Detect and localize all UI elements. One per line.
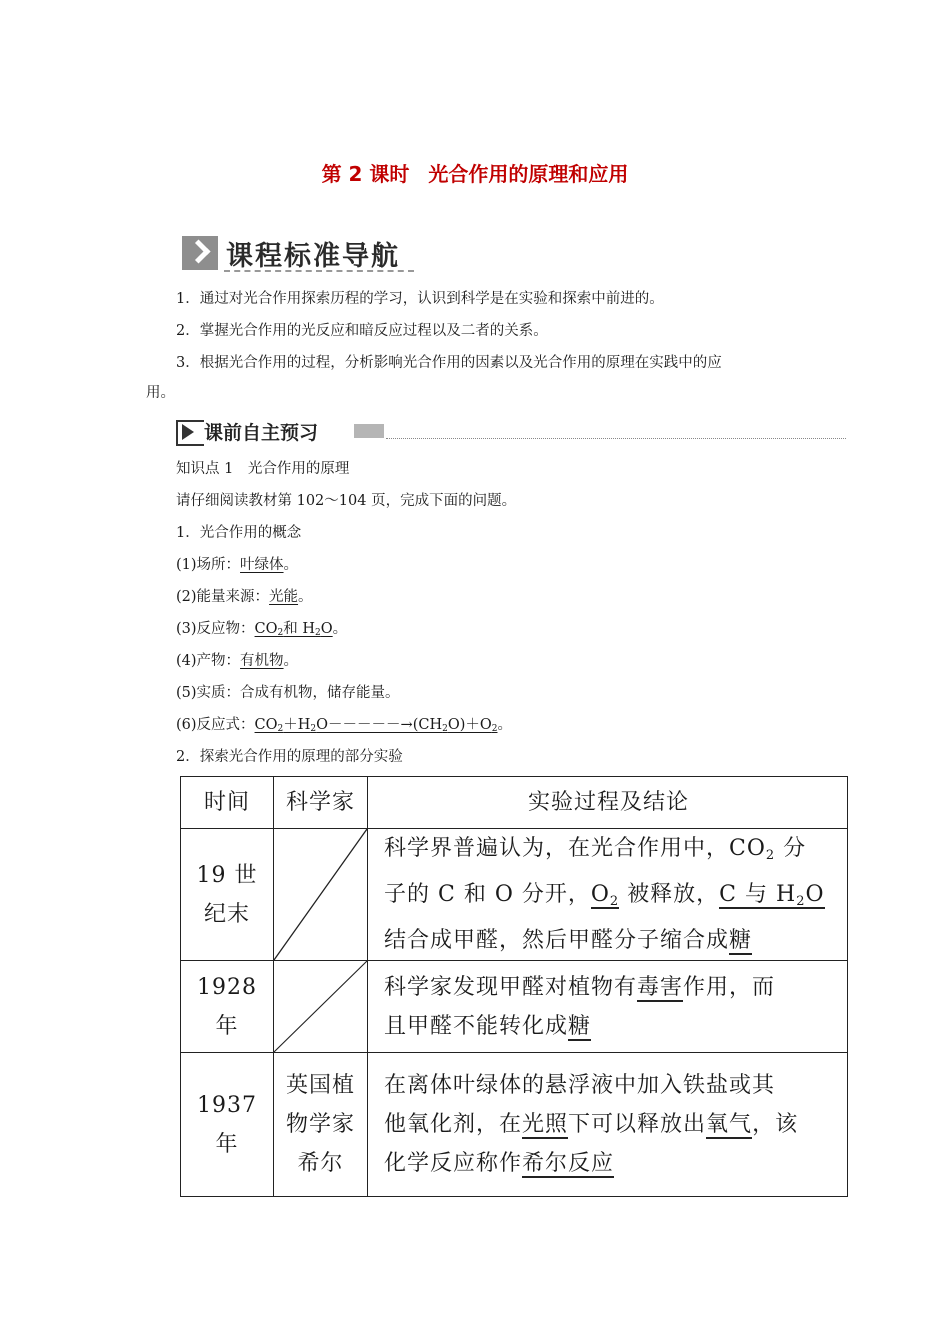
t	[384, 921, 833, 960]
instruction: 请仔细阅读教材第 102～104 页，完成下面的问题。	[176, 493, 517, 509]
punct: 。	[332, 621, 348, 637]
blank-answer: 光照	[522, 1112, 569, 1137]
lesson-name: 光合作用的原理和应用	[428, 162, 629, 186]
punct: 。	[298, 589, 313, 605]
t: 在离体叶绿体的悬浮液中加入铁盐或其	[384, 1073, 776, 1098]
label: (1)场所：	[176, 557, 241, 573]
experiments-table	[180, 776, 848, 1197]
t: 2	[796, 894, 806, 909]
t: 英国植	[285, 1073, 355, 1098]
cell-time	[181, 829, 274, 961]
equation	[255, 717, 498, 733]
t: CO	[254, 717, 278, 733]
page-title	[0, 158, 950, 187]
label: (6)反应式：	[176, 717, 255, 733]
standard-item-1: 1．通过对光合作用探索历程的学习，认识到科学是在实验和探索中前进的。	[176, 291, 664, 307]
banner-divider	[386, 438, 846, 439]
blank-answer: 糖	[568, 1013, 592, 1039]
blank-answer: 希尔反应	[522, 1151, 615, 1176]
t: 科学界普遍认为，在光合作用中，CO	[384, 836, 766, 861]
blank-answer: 糖	[729, 928, 753, 953]
experiments-heading: 2．探索光合作用的原理的部分实验	[176, 749, 403, 765]
cell-process	[368, 961, 848, 1053]
t: 纪末	[203, 901, 250, 927]
banner-decoration	[354, 424, 384, 438]
t: O	[590, 882, 610, 907]
concept-equation	[176, 715, 512, 739]
blank-answer: 氧气	[706, 1112, 753, 1137]
t: 希尔	[297, 1151, 344, 1176]
t: 且甲醛不能转化成	[384, 1013, 569, 1039]
t: 2	[765, 848, 776, 863]
banner-divider	[224, 270, 414, 272]
t: O)＋O	[447, 717, 492, 733]
table-row	[181, 829, 848, 961]
t: 2	[310, 724, 317, 734]
cell-process	[368, 829, 848, 961]
preview-banner	[176, 418, 848, 446]
t	[384, 875, 833, 921]
t: 科学家发现甲醛对植物有	[384, 974, 638, 1000]
t: O	[805, 882, 825, 907]
standard-item-2: 2．掌握光合作用的光反应和暗反应过程以及二者的关系。	[176, 323, 548, 339]
lesson-number: 第 2 课时	[321, 162, 410, 186]
t: 下可以释放出	[568, 1112, 707, 1137]
t: 物学家	[285, 1112, 355, 1137]
blank-answer	[719, 882, 824, 909]
t: ＋H	[283, 717, 311, 733]
t	[384, 1144, 833, 1183]
t: 结合成甲醛，然后甲醛分子缩合成	[384, 928, 730, 953]
t: 19 世	[196, 862, 258, 888]
t: 分	[775, 836, 807, 861]
concept-essence: (5)实质：合成有机物，储存能量。	[176, 685, 400, 701]
diagonal-line	[274, 829, 367, 960]
t: 子的 C 和 O 分开，	[384, 882, 591, 907]
t: CO	[254, 621, 278, 637]
cell-empty	[274, 829, 368, 961]
t: 2	[442, 724, 448, 734]
label: (2)能量来源：	[176, 589, 270, 605]
table-row	[181, 961, 848, 1053]
standard-item-3-cont: 用。	[146, 385, 175, 401]
t	[384, 1007, 833, 1046]
t: 化学反应称作	[384, 1151, 523, 1176]
arrow-icon	[182, 236, 218, 270]
blank-answer: 叶绿体	[240, 557, 284, 573]
t: 被释放，	[619, 882, 720, 907]
cell-time: 1937 年	[181, 1053, 274, 1197]
cell-scientist	[274, 1053, 368, 1197]
banner-title: 课程标准导航	[226, 241, 400, 272]
concept-site	[176, 555, 298, 575]
blank-answer	[255, 621, 333, 637]
blank-answer: 有机物	[240, 653, 284, 669]
course-standards-banner	[180, 232, 422, 274]
label: (3)反应物：	[176, 621, 255, 637]
blank-answer: 毒害	[637, 974, 684, 1000]
t: O－－－－－→(CH	[316, 717, 443, 733]
concept-heading: 1．光合作用的概念	[176, 525, 302, 541]
t: 他氧化剂，在	[384, 1112, 523, 1137]
t: 2	[491, 724, 498, 734]
diagonal-line	[274, 961, 367, 1052]
t: 2	[315, 628, 321, 638]
table-header-row	[181, 777, 848, 829]
t: 2	[277, 724, 284, 734]
t: O	[320, 621, 333, 637]
knowledge-point: 知识点 1 光合作用的原理	[176, 461, 350, 477]
t: C 与 H	[719, 882, 797, 907]
t: 作用，而	[683, 974, 776, 1000]
standard-item-3: 3．根据光合作用的过程，分析影响光合作用的因素以及光合作用的原理在实践中的应	[176, 355, 722, 371]
concept-product	[176, 651, 298, 671]
cell-time: 1928 年	[181, 961, 274, 1053]
punct: 。	[497, 717, 512, 733]
header-process: 实验过程及结论	[368, 777, 848, 829]
banner-title: 课前自主预习	[204, 422, 319, 444]
t: 2	[609, 894, 620, 909]
label: (4)产物：	[176, 653, 241, 669]
punct: 。	[283, 557, 299, 573]
concept-energy	[176, 587, 313, 607]
cell-empty	[274, 961, 368, 1053]
t: ，该	[752, 1112, 799, 1137]
t	[384, 968, 833, 1007]
punct: 。	[283, 653, 299, 669]
header-time: 时间	[181, 777, 274, 829]
t	[384, 829, 833, 875]
t: 2	[277, 628, 284, 638]
blank-answer	[591, 882, 619, 909]
blank-answer: 光能	[269, 589, 299, 605]
t	[384, 1105, 833, 1144]
concept-reactant	[176, 619, 347, 643]
cell-process	[368, 1053, 848, 1197]
table-row	[181, 1053, 848, 1197]
play-icon	[176, 420, 204, 446]
header-scientist: 科学家	[274, 777, 368, 829]
t: 和 H	[283, 621, 316, 637]
